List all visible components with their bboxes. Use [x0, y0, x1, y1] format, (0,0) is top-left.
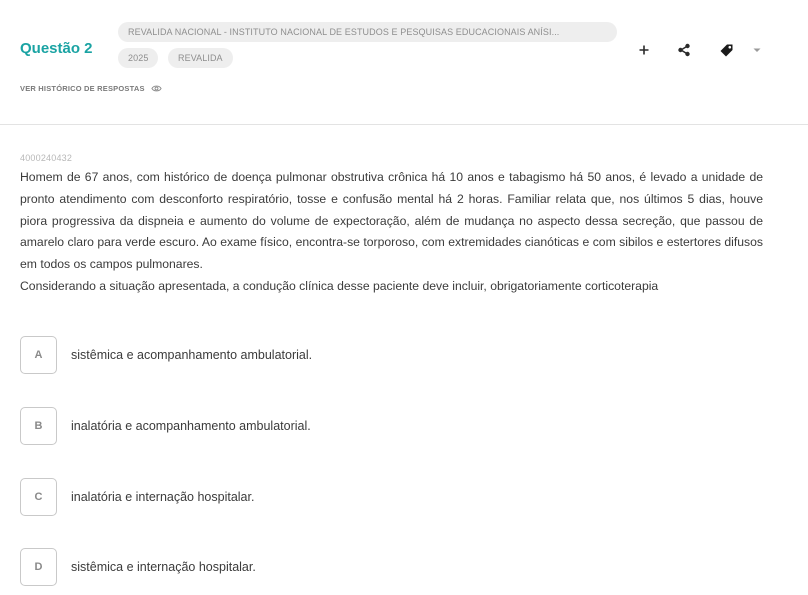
option-letter: B — [20, 407, 57, 445]
option-text: inalatória e acompanhamento ambulatorial. — [71, 419, 311, 433]
view-history-link[interactable] — [20, 83, 162, 94]
exam-chip[interactable]: REVALIDA — [168, 48, 233, 68]
view-history-label: VER HISTÓRICO DE RESPOSTAS — [20, 84, 145, 93]
option-text: inalatória e internação hospitalar. — [71, 490, 255, 504]
question-stem — [20, 167, 763, 298]
option-letter: C — [20, 478, 57, 516]
tag-dropdown-button[interactable] — [747, 40, 767, 60]
question-header — [0, 0, 808, 125]
source-chip[interactable]: REVALIDA NACIONAL - INSTITUTO NACIONAL DE ESTUDOS E PESQUISAS EDUCACIONAIS ANÍSI... — [118, 22, 617, 42]
share-button[interactable] — [674, 40, 694, 60]
question-stem-text: Homem de 67 anos, com histórico de doença pulmonar obstrutiva crônica há 10 anos e tabagismo há 50 anos, é levado a unidade de pronto atendimento com desconforto respiratório, tosse e confusão mental há 2 horas. Familiar relata que, nos últimos 5 dias, houve piora progressiva da dispneia e aumento do volume de expectoração, além de mudança no aspecto dessa secreção, que passou de amarelo claro para verde escuro. Ao exame físico, encontra-se torporoso, com extremidades cianóticas e com sibilos e estertores difusos em todos os campos pulmonares. — [20, 170, 763, 272]
tag-button[interactable] — [716, 40, 736, 60]
option-letter: A — [20, 336, 57, 374]
eye-icon — [151, 83, 162, 94]
option-c[interactable] — [20, 478, 720, 516]
year-chip[interactable]: 2025 — [118, 48, 158, 68]
option-text: sistêmica e acompanhamento ambulatorial. — [71, 348, 313, 362]
option-b[interactable] — [20, 407, 720, 445]
option-a[interactable] — [20, 336, 720, 374]
add-button[interactable] — [634, 40, 654, 60]
question-prompt: Considerando a situação apresentada, a condução clínica desse paciente deve incluir, obrigatoriamente corticoterapia — [20, 278, 659, 293]
option-d[interactable] — [20, 548, 720, 586]
question-title: Questão 2 — [20, 40, 93, 57]
chevron-down-icon — [752, 45, 762, 55]
option-letter: D — [20, 548, 57, 586]
plus-icon — [638, 44, 650, 56]
question-id: 4000240432 — [20, 153, 73, 163]
option-text: sistêmica e internação hospitalar. — [71, 560, 256, 574]
tag-icon — [719, 43, 734, 58]
share-icon — [677, 43, 691, 57]
